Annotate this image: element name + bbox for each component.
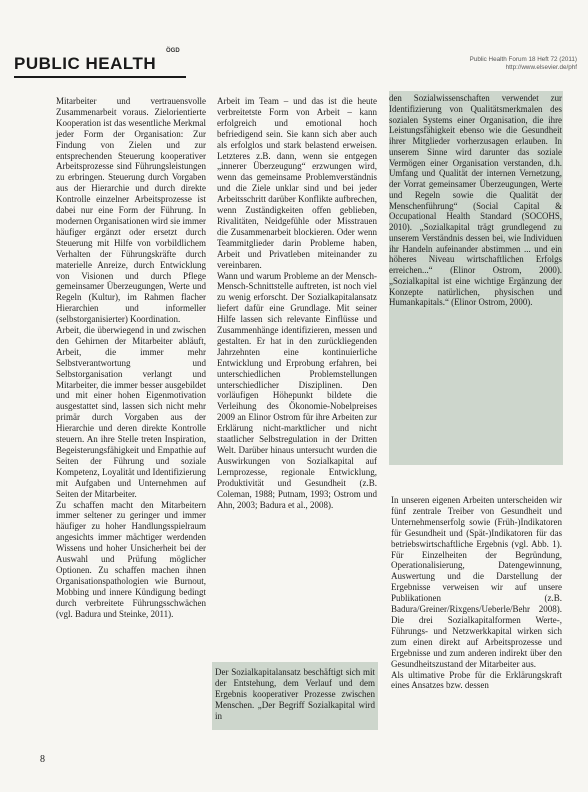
paragraph: Mitarbeiter und vertrauensvolle Zusammenarbeit voraus. Zielorientierte Kooperation ist das wesentliche Merkmal jeder Form der Organisation: Zur Findung von Zielen und zur entsprechenden Steuerung kooperativer Arbeitsprozesse sind Führungsleistungen zu erbringen. Steuerung durch Vorgaben aus der Hierarchie und durch direkte Kontrolle einzelner Arbeitsprozesse ist dabei nur eine Form der Führung. In modernen Organisationen wird sie immer häufiger ergänzt oder ersetzt durch Steuerung mit Hilfe von vorbildlichem Verhalten der Führungskräfte durch materielle Anreize, durch Entwicklung von Visionen und durch Pflege gemeinsamer Überzeugungen, Werte und Regeln (Kultur), im Rahmen flacher Hierarchien und informeller (selbstorganisierter) Koordination.: [56, 96, 206, 325]
paragraph: In unseren eigenen Arbeiten unterscheiden wir fünf zentrale Treiber von Gesundheit und Unternehmenserfolg sowie (Früh-)Indikatoren für Gesundheit und (Spät-)Indikatoren für das betriebswirtschaftliche Ergebnis (vgl. Abb. 1). Für Einzelheiten der Begründung, Operationalisierung, Datengewinnung, Auswertung und die Darstellung der Ergebnisse verweisen wir auf unsere Publikationen (z.B. Badura/Greiner/Rixgens/Ueberle/Behr 2008). Die drei Sozialkapitalformen Werte-, Führungs- und Netzwerkkapital wirken sich zum einen direkt auf Arbeitsprozesse und Ergebnisse und zum anderen indirekt über den Gesundheitszustand der Mitarbeiter aus.: [391, 495, 562, 669]
box-paragraph: den Sozialwissenschaften verwendet zur Identifizierung von Qualitätsmerkmalen des sozialen Systems einer Organisation, die ihre Leistungsfähigkeit ebenso wie die Gesundheit ihrer Mitglieder vorherzusagen erlauben. In unserem Sinne wird darunter das soziale Vermögen einer Organisation verstanden, d.h. Umfang und Qualität der internen Vernetzung, der Vorrat gemeinsamer Überzeugungen, Werte und Regeln sowie die Qualität der Menschenführung“ (Social Capital & Occupational Health Standard (SOCOHS, 2010). „Sozialkapital trägt grundlegend zu unserem Verständnis dessen bei, wie Individuen ihr Handeln aufeinander abstimmen ... und ein höheres Niveau wirtschaftlichen Erfolgs erreichen...“ (Elinor Ostrom, 2000). „Sozialkapital ist eine wichtige Ergänzung der Konzepte natürlichen, physischen und Humankapitals.“ (Elinor Ostrom, 2000).: [389, 93, 562, 308]
text-column-2: [217, 96, 377, 510]
paragraph: Arbeit, die überwiegend in und zwischen den Gehirnen der Mitarbeiter abläuft, Arbeit, die immer mehr Selbstverantwortung und Selbstorganisation verlangt und Mitarbeiter, die immer besser ausgebildet und mit einer hohen Eigenmotivation ausgestattet sind, lassen sich nicht mehr primär durch Vorgaben aus der Hierarchie und deren direkte Kontrolle steuern. An ihre Stelle treten Inspiration, Begeisterungsfähigkeit und Empathie auf Seiten der Führung und soziale Kompetenz, Loyalität und Identifizierung mit Aufgaben und Unternehmen auf Seiten der Mitarbeiter.: [56, 325, 206, 499]
paragraph: Wann und warum Probleme an der Mensch-Mensch-Schnittstelle auftreten, ist noch viel zu wenig erforscht. Der Sozialkapitalansatz liefert dafür eine Grundlage. Mit seiner Hilfe lassen sich relevante Einflüsse und Zusammenhänge identifizieren, messen und gestalten. Er hat in den zurückliegenden Jahrzehnten eine kontinuierliche Entwicklung und Erprobung erfahren, bei unterschiedlichen Problemstellungen unterschiedlicher Disziplinen. Den vorläufigen Höhepunkt bildete die Verleihung des Ökonomie-Nobelpreises 2009 an Elinor Ostrom für ihre Arbeiten zur Erklärung nicht-marktlicher und nicht staatlicher Selbstregulation in der Dritten Welt. Darüber hinaus untersucht wurden die Auswirkungen von Sozialkapital auf Lernprozesse, regionale Entwicklung, Produktivität und Gesundheit (z.B. Coleman, 1988; Putnam, 1993; Ostrom und Ahn, 2003; Badura et al., 2008).: [217, 270, 377, 510]
page-number: 8: [40, 754, 45, 765]
logo-oegd-mark: ÖGD: [166, 48, 180, 54]
highlight-box-lower-text: [215, 667, 375, 722]
journal-url-line[interactable]: http://www.elsevier.de/phf: [505, 64, 577, 71]
box-paragraph: Der Sozialkapitalansatz beschäftigt sich mit der Entstehung, dem Verlauf und dem Ergebnis kooperativer Prozesse zwischen Menschen. „Der Begriff Sozialkapital wird in: [215, 667, 375, 721]
paragraph: Als ultimative Probe für die Erklärungskraft eines Ansatzes bzw. dessen: [391, 669, 562, 691]
journal-issue-line: Public Health Forum 18 Heft 72 (2011): [469, 56, 577, 63]
paragraph: Arbeit im Team – und das ist die heute verbreitetste Form von Arbeit – kann erfolgreich und emotional hoch befriedigend sein. Sie kann sich aber auch als erfolglos und stark belastend erweisen. Letzteres z.B. dann, wenn sie entgegen „innerer Überzeugung“ erzwungen wird, wenn das gemeinsame Problemverständnis und die Ziele unklar sind und bei jeder Arbeitsschritt darüber Konflikte aufbrechen, wenn Zuständigkeiten offen geblieben, Rivalitäten, Neidgefühle oder Misstrauen die Zusammenarbeit blockieren. Oder wenn Teammitglieder darin Probleme haben, Arbeit und Privatleben miteinander zu vereinbaren.: [217, 96, 377, 270]
journal-citation: [452, 56, 577, 72]
logo-underline: [14, 76, 186, 78]
paragraph: Zu schaffen macht den Mitarbeitern immer seltener zu geringer und immer häufiger zu hoher Handlungsspielraum angesichts immer mächtiger werdenden Wissens und hoher Unsicherheit bei der Auswahl und Prüfung möglicher Optionen. Zu schaffen machen ihnen Organisationspathologien wie Burnout, Mobbing und innere Kündigung bedingt durch verbreitete Führungsschwächen (vgl. Badura und Steinke, 2011).: [56, 499, 206, 619]
journal-logo: [14, 48, 194, 78]
text-column-3: [391, 495, 562, 691]
highlight-box-upper-text: [389, 93, 562, 308]
text-column-1: [56, 96, 206, 620]
logo-public-health: PUBLIC HEALTH: [14, 54, 157, 73]
